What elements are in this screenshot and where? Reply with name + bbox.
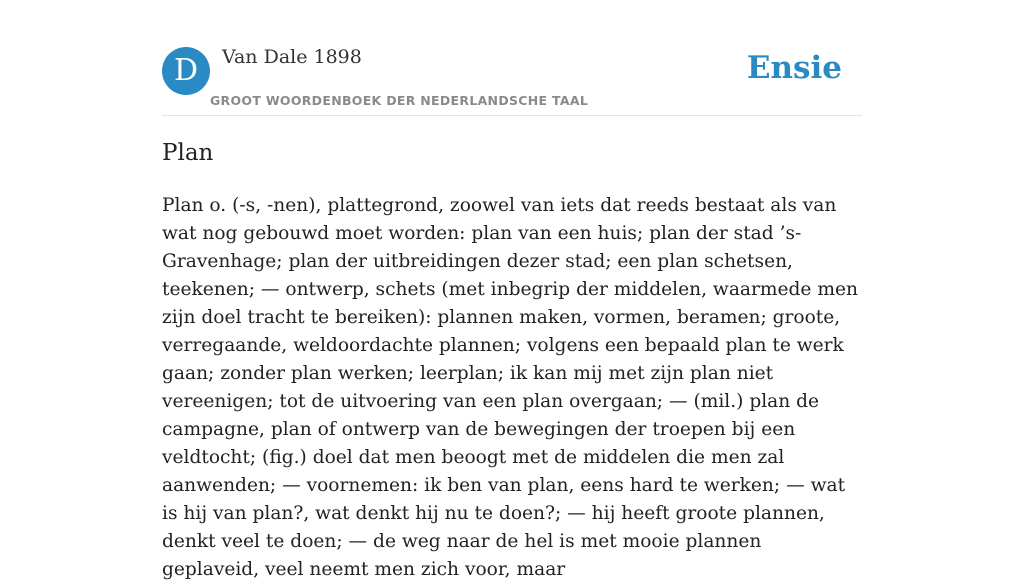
header-divider [162, 115, 862, 116]
dictionary-logo[interactable]: D [162, 47, 210, 95]
entry-definition: Plan o. (-s, -nen), plattegrond, zoowel van iets dat reeds bestaat als van wat nog gebouwd moet worden: plan van een huis; plan der stad ’s-Gravenhage; plan der uitbreidingen dezer stad; een plan schetsen, teekenen; — ontwerp, schets (met inbegrip der middelen, waarmede men zijn doel tracht te bereiken): plannen maken, vormen, beramen; groote, verregaande, weldoordachte plannen; volgens een bepaald plan te werk gaan; zonder plan werken; leerplan; ik kan mij met zijn plan niet vereenigen; tot de uitvoering van een plan overgaan; — (mil.) plan de campagne, plan of ontwerp van de bewegingen der troepen bij een veldtocht; (fig.) doel dat men beoogt met de middelen die men zal aanwenden; — voornemen: ik ben van plan, eens hard te werken; — wat is hij van plan?, wat denkt hij nu te doen?; — hij heeft groote plannen, denkt veel te doen; — de weg naar de hel is met mooie plannen geplaveid, veel neemt men zich voor, maar [162, 195, 858, 580]
dictionary-title[interactable]: Van Dale 1898 [222, 46, 362, 68]
entry-title: Plan [162, 140, 214, 166]
brand-logo[interactable]: Ensie [746, 50, 842, 86]
dictionary-subtitle: GROOT WOORDENBOEK DER NEDERLANDSCHE TAAL [210, 93, 589, 108]
